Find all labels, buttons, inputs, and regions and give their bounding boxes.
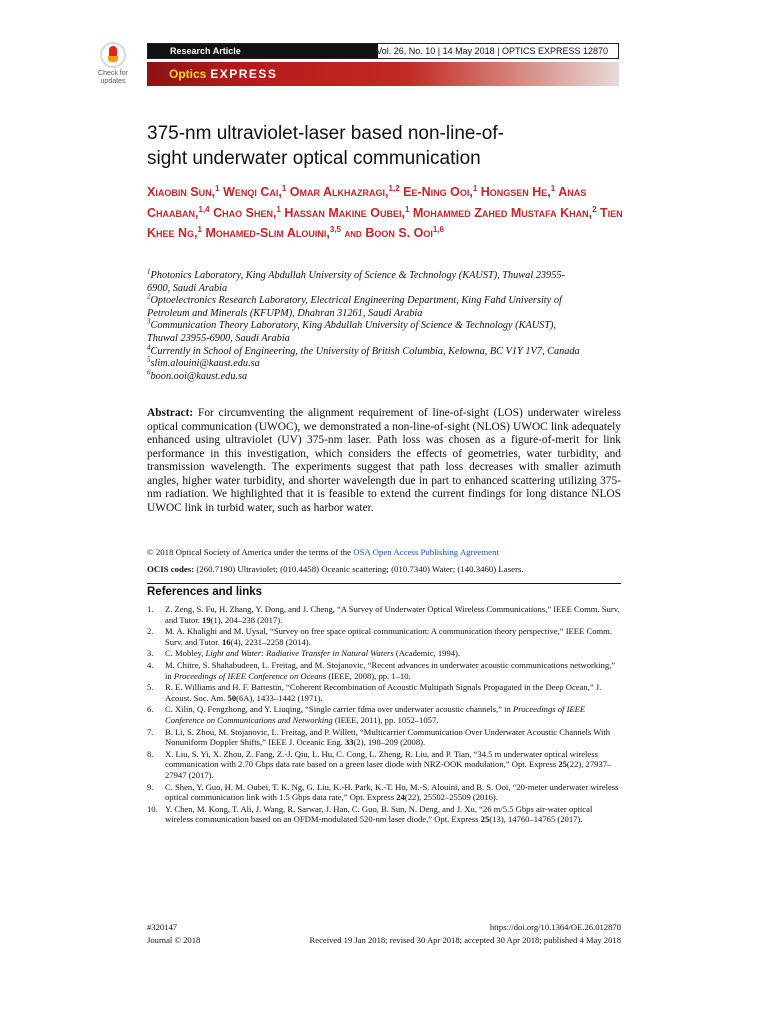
journal-banner xyxy=(147,62,619,86)
journal-volume-info: Vol. 26, No. 10 | 14 May 2018 | OPTICS EXPRESS 12870 xyxy=(376,46,608,56)
reference-item xyxy=(147,648,621,659)
affiliation-text: Optoelectronics Research Laboratory, Electrical Engineering Department, King Fahd University of xyxy=(150,295,562,307)
publication-dates: Received 19 Jan 2018; revised 30 Apr 2018; accepted 30 Apr 2018; published 4 May 2018 xyxy=(309,935,621,945)
affiliation-mark: 5 xyxy=(147,355,151,364)
affiliation-text-continued: Petroleum and Minerals (KFUPM), Dhahran 31261, Saudi Arabia xyxy=(147,307,423,319)
reference-text: M. A. Khalighi and M. Uysal, “Survey on free space optical communication: A communication theory perspective,” IEEE Comm. Surv. and Tutor. 16(4), 2231–2258 (2014). xyxy=(165,626,613,647)
reference-number: 9. xyxy=(147,781,154,792)
author-affiliation-mark: 1,2 xyxy=(388,183,400,193)
reference-number: 5. xyxy=(147,682,154,693)
affiliation-text-continued: 6900, Saudi Arabia xyxy=(147,282,228,294)
journal-express: EXPRESS xyxy=(210,67,278,81)
author-affiliation-mark: 1 xyxy=(404,204,410,214)
affiliation-mark: 4 xyxy=(147,343,151,352)
ocis-label: OCIS codes: xyxy=(147,564,195,574)
author-affiliation-mark: 1 xyxy=(276,204,281,214)
reference-item xyxy=(147,727,621,748)
copyright-notice xyxy=(147,546,621,558)
reference-item xyxy=(147,704,621,725)
reference-number: 4. xyxy=(147,659,154,670)
paper-title xyxy=(147,121,617,171)
reference-item xyxy=(147,804,621,825)
affiliation-text: slim.alouini@kaust.edu.sa xyxy=(150,358,260,370)
reference-text: C. Mobley, Light and Water: Radiative Transfer in Natural Waters (Academic, 1994). xyxy=(165,648,461,659)
author-name: Chao Shen, xyxy=(213,205,277,220)
journal-brand: Optics xyxy=(169,67,207,81)
open-access-agreement-link[interactable]: OSA Open Access Publishing Agreement xyxy=(353,547,499,557)
author-name: Ee-Ning Ooi, xyxy=(403,185,473,199)
reference-item xyxy=(147,682,621,703)
crossmark-icon xyxy=(100,42,126,68)
reference-item xyxy=(147,749,621,781)
references-heading: References and links xyxy=(147,586,263,598)
affiliation-text: Currently in School of Engineering, the University of British Columbia, Kelowna, BC V1Y 1V7, Canada xyxy=(150,345,580,357)
footer-right xyxy=(250,921,621,947)
author-name: Omar Alkhazragi, xyxy=(289,185,389,199)
manuscript-id: #320147 xyxy=(147,922,178,932)
reference-item xyxy=(147,660,621,681)
references-divider xyxy=(147,583,621,584)
affiliation-item xyxy=(147,267,623,295)
affiliation-list xyxy=(147,267,623,383)
reference-item xyxy=(147,626,621,647)
reference-number: 2. xyxy=(147,626,154,637)
affiliation-item xyxy=(147,343,623,359)
author-name: Boon S. Ooi xyxy=(365,226,433,240)
reference-item xyxy=(147,782,621,803)
ocis-text: (260.7190) Ultraviolet; (010.4458) Oceanic scattering; (010.7340) Water; (140.3460) Lasers. xyxy=(196,564,524,574)
affiliation-text-continued: Thuwal 23955-6900, Saudi Arabia xyxy=(147,332,290,344)
reference-list xyxy=(147,604,621,826)
article-header-bar xyxy=(147,43,619,59)
author-name: Hassan Makine Oubei, xyxy=(284,205,405,220)
affiliation-item xyxy=(147,355,623,371)
title-line-2: sight underwater optical communication xyxy=(147,148,481,169)
doi-link[interactable]: https://doi.org/10.1364/OE.26.012870 xyxy=(489,922,621,932)
author-name: Mohamed-Slim Alouini, xyxy=(205,226,330,240)
reference-text: R. E. Williams and H. F. Battestin, “Coherent Recombination of Acoustic Multipath Signals Propagated in the Deep Ocean,” J. Acoust. Soc. Am. 50(6A), 1433–1442 (1971). xyxy=(165,682,602,703)
author-affiliation-mark: 1,6 xyxy=(432,224,444,234)
author-affiliation-mark: 1 xyxy=(550,183,556,193)
article-type-label: Research Article xyxy=(148,44,378,58)
affiliation-mark: 3 xyxy=(147,317,151,326)
author-affiliation-mark: 1 xyxy=(215,183,220,193)
reference-text: B. Li, S. Zhou, M. Stojanovic, L. Freitag, and P. Willett, “Multicarrier Communication Over Underwater Acoustic Channels With Nonuniform Doppler Shifts,” IEEE J. Oceanic Eng. 33(2), 198–209 (2008). xyxy=(165,726,611,748)
author-name: Tien Khee Ng, xyxy=(147,205,623,240)
journal-logo-text xyxy=(169,67,277,81)
ocis-codes xyxy=(147,563,621,575)
reference-text: M. Chitre, S. Shahabudeen, L. Freitag, and M. Stojanovic, “Recent advances in underwater acoustic communications networking,” in Proceedings of IEEE Conference on Oceans (IEEE, 2008), pp. 1–10. xyxy=(165,659,616,681)
check-for-updates-badge[interactable] xyxy=(91,42,135,90)
author-affiliation-mark: 1,4 xyxy=(198,204,210,214)
abstract xyxy=(147,407,621,515)
reference-text: C. Shen, Y. Guo, H. M. Oubei, T. K. Ng, G. Liu, K.-H. Park, K.-T. Ho, M.-S. Alouini, and B. S. Ooi, “20-meter underwater wireless optical communication link with 1.5 Gbps data rate,” Opt. Express 24(22), 25502–25509 (2016). xyxy=(165,781,619,803)
author-list xyxy=(147,182,627,245)
affiliation-mark: 1 xyxy=(147,267,151,276)
affiliation-item xyxy=(147,292,623,320)
reference-text: Z. Zeng, S. Fu, H. Zhang, Y. Dong, and J. Cheng, “A Survey of Underwater Optical Wireless Communications,” IEEE Comm. Surv. and Tutor. 19(1), 204–238 (2017). xyxy=(165,604,620,625)
affiliation-text: Communication Theory Laboratory, King Abdullah University of Science & Technology (KAUST), xyxy=(150,320,557,332)
badge-line-1: Check for xyxy=(98,70,128,77)
abstract-text: For circumventing the alignment requirement of line-of-sight (LOS) underwater wireless optical communication (UWOC), we demonstrated a non-line-of-sight (NLOS) UWOC link adequately enhanced using ultraviolet (UV) 375-nm laser. Path loss was chosen as a figure-of-merit for link performance in this investigation, which considers the effects of geometries, water turbidity, and transmission wavelength. The experiments suggest that path loss decreases with smaller azimuth angles, higher water turbidity, and shorter wavelength due in part to enhanced scattering utilizing 375-nm radiation. We highlighted that it is feasible to extend the current findings for long distance NLOS UWOC link in turbid water, such as harbor water. xyxy=(147,407,621,514)
affiliation-item xyxy=(147,317,623,345)
reference-text: C. Xilin, Q. Fengzhong, and Y. Liuqing, “Single carrier fdma over underwater acoustic channels,” in Proceedings of IEEE Conference on Communications and Networking (IEEE, 2011), pp. 1052–1057. xyxy=(165,704,586,725)
reference-number: 8. xyxy=(147,748,154,759)
copyright-text: © 2018 Optical Society of America under the terms of the xyxy=(147,547,352,557)
reference-number: 3. xyxy=(147,648,154,659)
title-line-1: 375-nm ultraviolet-laser based non-line-of- xyxy=(147,123,504,144)
author-name: Xiaobin Sun, xyxy=(147,185,216,199)
author-name: Anas Chaaban, xyxy=(147,185,587,220)
footer-left xyxy=(147,921,200,947)
reference-text: X. Liu, S. Yi, X. Zhou, Z. Fang, Z.-J. Qiu, L. Hu, C. Cong, L. Zheng, R. Liu, and P. Tian, “34.5 m underwater optical wireless communication with 2.70 Gbps data rate based on a green laser diode with NRZ-OOK modulation,” Opt. Express 25(22), 27937–27947 (2017). xyxy=(165,748,612,780)
affiliation-mark: 6 xyxy=(147,368,151,377)
reference-text: Y. Chen, M. Kong, T. Ali, J. Wang, R. Sarwar, J. Han, C. Guo, B. Sun, N. Deng, and J. Xu, “26 m/5.5 Gbps air-water optical wireless communication based on an OFDM-modulated 520-nm laser diode,” Opt. Express 25(13), 14760–14765 (2017). xyxy=(165,803,593,825)
journal-copyright: Journal © 2018 xyxy=(147,935,201,945)
author-affiliation-mark: 3,5 xyxy=(329,224,341,234)
reference-number: 6. xyxy=(147,704,154,715)
author-name: Mohammed Zahed Mustafa Khan, xyxy=(412,205,593,220)
abstract-label: Abstract: xyxy=(147,407,194,419)
affiliation-item xyxy=(147,368,623,384)
affiliation-mark: 2 xyxy=(147,292,151,301)
author-affiliation-mark: 1 xyxy=(197,224,202,234)
author-affiliation-mark: 2 xyxy=(592,204,597,214)
reference-number: 1. xyxy=(147,604,154,614)
author-name: Hongsen He, xyxy=(480,185,551,199)
author-affiliation-mark: 1 xyxy=(281,183,287,193)
affiliation-text: boon.ooi@kaust.edu.sa xyxy=(150,370,248,382)
badge-line-2: updates xyxy=(100,78,126,85)
author-affiliation-mark: 1 xyxy=(472,183,478,193)
reference-number: 7. xyxy=(147,726,154,737)
reference-number: 10. xyxy=(147,803,158,814)
author-conjunction: and xyxy=(344,228,362,240)
author-name: Wenqi Cai, xyxy=(223,185,282,199)
affiliation-text: Photonics Laboratory, King Abdullah University of Science & Technology (KAUST), Thuwal 23955- xyxy=(150,270,565,281)
reference-item xyxy=(147,604,621,625)
